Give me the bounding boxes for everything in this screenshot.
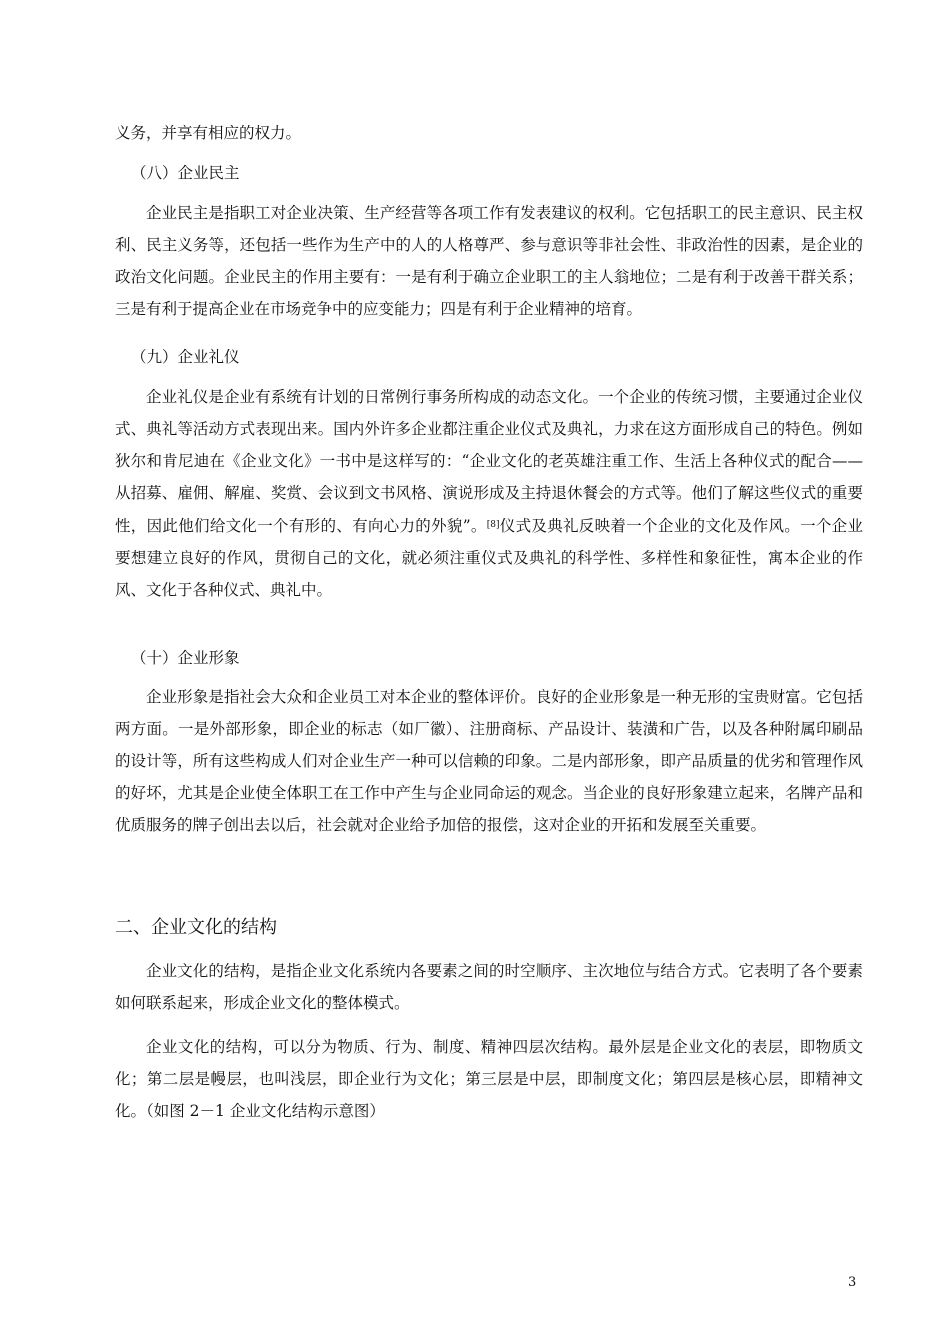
subheading-enterprise-etiquette: （九）企业礼仪	[131, 348, 240, 366]
citation-reference: [8]	[486, 520, 500, 530]
etiquette-text-part2: 仪式及典礼反映着一个企业的文化及作风。一个企业要想建立良好的作风，贯彻自己的文化，就必须注重仪式及典礼的科学性、多样性和象征性，寓本企业的作风、文化于各种仪式、典礼中。	[115, 517, 863, 599]
etiquette-text-part1: 企业礼仪是企业有系统有计划的日常例行事务所构成的动态文化。一个企业的传统习惯，主要通过企业仪式、典礼等活动方式表现出来。国内外许多企业都注重企业仪式及典礼，力求在这方面形成自己的特色。例如狄尔和肯尼迪在《企业文化》一书中是这样写的：“企业文化的老英雄注重工作、生活上各种仪式的配合——从招募、雇佣、解雇、奖赏、会议到文书风格、演说形成及主持退休餐会的方式等。他们了解这些仪式的重要性，因此他们给文化一个有形的、有向心力的外貌”。	[115, 388, 863, 535]
paragraph-enterprise-image: 企业形象是指社会大众和企业员工对本企业的整体评价。良好的企业形象是一种无形的宝贵财富。它包括两方面。一是外部形象，即企业的标志（如厂徽）、注册商标、产品设计、装潢和广告，以及各种附属印刷品的设计等，所有这些构成人们对企业生产一种可以信赖的印象。二是内部形象，即产品质量的优劣和管理作风的好坏，尤其是企业使全体职工在工作中产生与企业同命运的观念。当企业的良好形象建立起来，名牌产品和优质服务的牌子创出去以后，社会就对企业给予加倍的报偿，这对企业的开拓和发展至关重要。	[115, 688, 863, 834]
paragraph-enterprise-democracy: 企业民主是指职工对企业决策、生产经营等各项工作有发表建议的权利。它包括职工的民主意识、民主权利、民主义务等，还包括一些作为生产中的人的人格尊严、参与意识等非社会性、非政治性的因素，是企业的政治文化问题。企业民主的作用主要有：一是有利于确立企业职工的主人翁地位；二是有利于改善干群关系；三是有利于提高企业在市场竞争中的应变能力；四是有利于企业精神的培育。	[115, 204, 863, 318]
subheading-enterprise-image: （十）企业形象	[131, 649, 240, 667]
paragraph-enterprise-etiquette	[115, 381, 863, 606]
subheading-enterprise-democracy: （八）企业民主	[131, 164, 240, 182]
paragraph-structure-layers: 企业文化的结构，可以分为物质、行为、制度、精神四层次结构。最外层是企业文化的表层，即物质文化；第二层是幔层，也叫浅层，即企业行为文化；第三层是中层，即制度文化；第四层是核心层，即精神文化。（如图 2－1 企业文化结构示意图）	[115, 1038, 863, 1120]
paragraph-structure-definition: 企业文化的结构，是指企业文化系统内各要素之间的时空顺序、主次地位与结合方式。它表明了各个要素如何联系起来，形成企业文化的整体模式。	[115, 962, 863, 1012]
section-heading-culture-structure: 二、企业文化的结构	[115, 917, 277, 938]
paragraph-continuation: 义务，并享有相应的权力。	[115, 124, 302, 142]
page-number: 3	[848, 1275, 857, 1290]
